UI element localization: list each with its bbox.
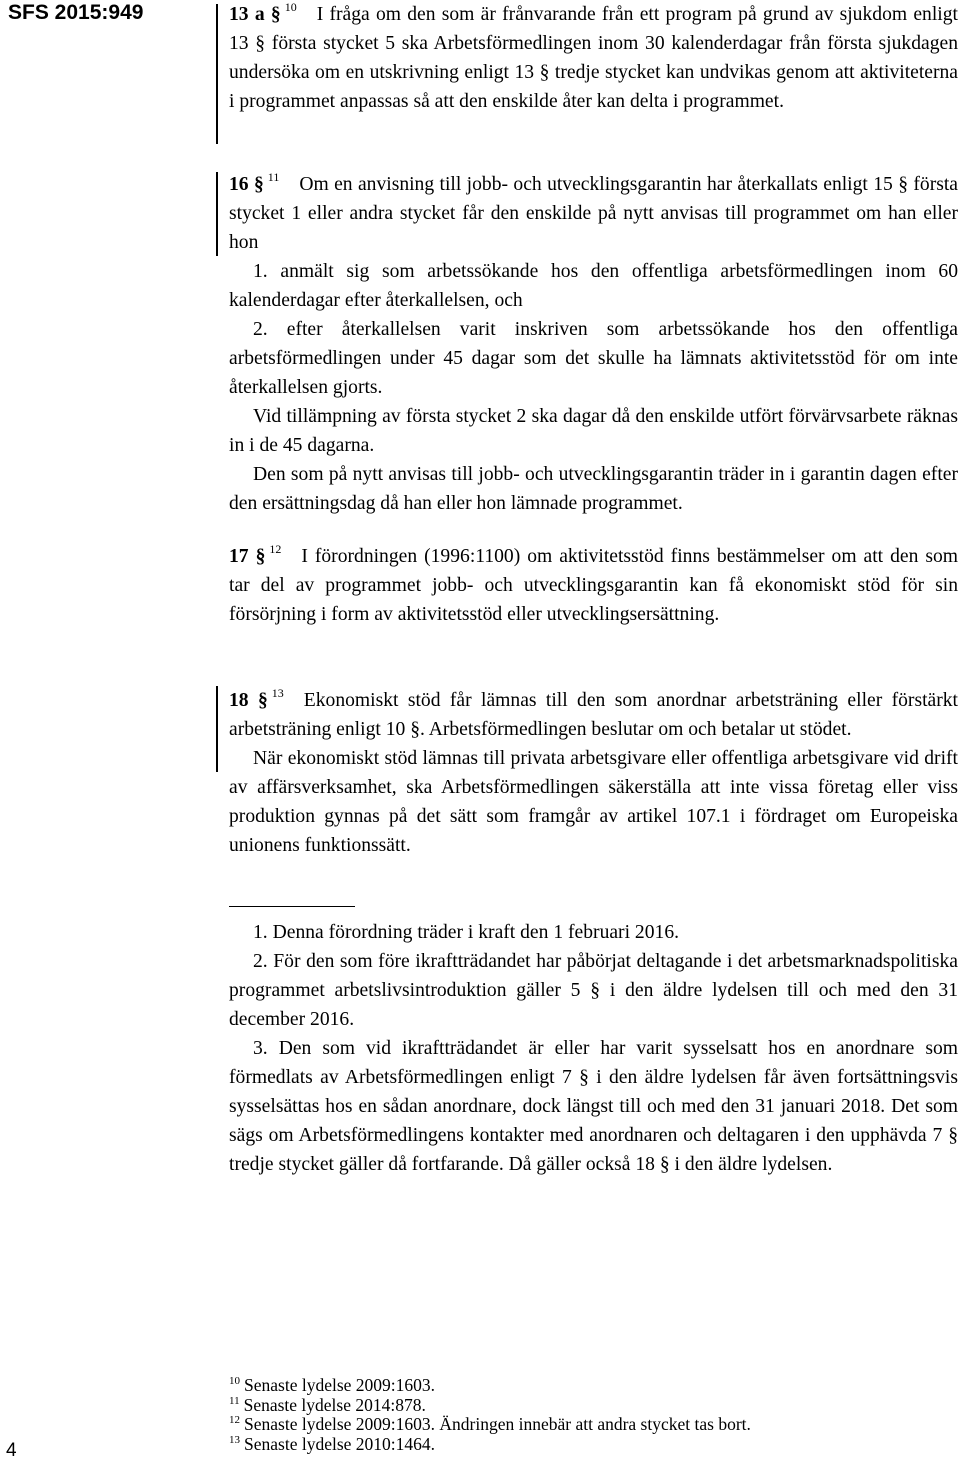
transitional-provisions xyxy=(229,918,958,1179)
footnote-number: 12 xyxy=(229,1414,240,1426)
transitional-item: 1. Denna förordning träder i kraft den 1 februari 2016. xyxy=(253,922,680,943)
section-17 xyxy=(229,542,958,629)
section-number: 13 a xyxy=(229,4,265,25)
section-paragraph xyxy=(229,542,958,629)
paragraph-text: Vid tillämpning av första stycket 2 ska dagar då den enskilde utfört förvärvsarbete räknas in i de 45 dagarna. xyxy=(229,406,958,456)
section-sign: § xyxy=(253,174,264,195)
footnote-number: 10 xyxy=(229,1375,240,1387)
paragraph-text: I förordningen (1996:1100) om aktivitetsstöd finns bestämmelser om att den som tar del av programmet jobb- och utvecklingsgarantin kan få ekonomiskt stöd för sin försörjning i form av aktivitetsstöd eller utvecklingsersättning. xyxy=(229,546,958,625)
paragraph-text: Den som på nytt anvisas till jobb- och utvecklingsgarantin träder in i garantin dagen efter den ersättningsdag då han eller hon lämnade programmet. xyxy=(229,464,958,514)
transitional-item: 3. Den som vid ikraftträdandet är eller har varit sysselsatt hos en anordnare som förmedlats av Arbetsförmedlingen enligt 7 § i den äldre lydelsen får även fortsättningsvis sysselsättas hos en sådan anordnare, dock längst till och med den 31 januari 2018. Det som sägs om Arbetsförmedlingens kontakter med anordnaren och deltagaren i den upphävda 7 § tredje stycket gäller då fortfarande. Då gäller också 18 § i den äldre lydelsen. xyxy=(229,1038,958,1175)
section-paragraph xyxy=(229,0,958,116)
footnote-number: 13 xyxy=(229,1433,240,1446)
section-number: 18 xyxy=(229,690,249,711)
change-bar xyxy=(216,686,218,772)
section-sign: § xyxy=(257,690,268,711)
transitional-item: 2. För den som före ikraftträdandet har påbörjat deltagande i det arbetsmarknadspolitiska programmet arbetslivsintroduktion gäller 5 § i den äldre lydelsen till och med den 31 december 2016. xyxy=(229,951,958,1030)
list-item: 2. efter återkallelsen varit inskriven som arbetssökande hos den offentliga arbetsförmedlingen under 45 dagar som det skulle ha lämnats aktivitetsstöd för om inte återkallelsen gjorts. xyxy=(229,319,958,398)
footnote-text: Senaste lydelse 2009:1603. xyxy=(244,1375,436,1395)
transitional-rule xyxy=(229,906,355,907)
section-number: 17 xyxy=(229,546,249,567)
footnote-number: 11 xyxy=(229,1394,240,1407)
footnote-text: Senaste lydelse 2014:878. xyxy=(243,1394,426,1415)
footnotes xyxy=(229,1376,958,1454)
change-bar xyxy=(216,4,218,144)
paragraph-text: I fråga om den som är frånvarande från ett program på grund av sjukdom enligt 13 § första stycket 5 ska Arbetsförmedlingen inom 30 kalenderdagar från första sjukdagen undersöka om en utskrivning enligt 13 § tredje stycket kan undvikas genom att aktiviteterna i programmet anpassas så att den enskilde åter kan delta i programmet. xyxy=(229,4,958,112)
change-bar xyxy=(216,172,218,256)
list-item: 1. anmält sig som arbetssökande hos den offentliga arbetsförmedlingen inom 60 kalenderdagar efter återkallelsen, och xyxy=(229,261,958,311)
section-13a xyxy=(229,0,958,116)
section-sign: § xyxy=(270,4,281,25)
page-number: 4 xyxy=(6,1440,17,1461)
footnote xyxy=(229,1396,958,1416)
sfs-number: SFS 2015:949 xyxy=(8,1,144,24)
footnote-text: Senaste lydelse 2010:1464. xyxy=(244,1433,436,1454)
footnote-ref: 10 xyxy=(284,0,297,14)
section-sign: § xyxy=(255,546,266,567)
paragraph-text: Ekonomiskt stöd får lämnas till den som anordnar arbetsträning eller förstärkt arbetsträning enligt 10 §. Arbetsförmedlingen beslutar om och betalar ut stödet. xyxy=(229,690,958,740)
section-18 xyxy=(229,686,958,860)
section-paragraph xyxy=(229,686,958,744)
paragraph-text: Om en anvisning till jobb- och utvecklingsgarantin har återkallats enligt 15 § första stycket 1 eller andra stycket får den enskilde på nytt anvisas till programmet om han eller hon xyxy=(229,174,958,253)
footnote xyxy=(229,1435,958,1455)
section-16 xyxy=(229,170,958,518)
footnote-ref: 12 xyxy=(269,542,282,556)
footnote xyxy=(229,1415,958,1435)
footnote-ref: 11 xyxy=(267,170,280,184)
footnote-ref: 13 xyxy=(271,686,284,700)
paragraph-text: När ekonomiskt stöd lämnas till privata arbetsgivare eller offentliga arbetsgivare vid drift av affärsverksamhet, ska Arbetsförmedlingen säkerställa att inte vissa företag eller viss produktion gynnas på det sätt som framgår av artikel 107.1 i fördraget om Europeiska unionens funktionssätt. xyxy=(229,748,958,856)
footnote xyxy=(229,1376,958,1396)
footnote-text: Senaste lydelse 2009:1603. Ändringen innebär att andra stycket tas bort. xyxy=(244,1414,751,1434)
section-paragraph xyxy=(229,170,958,257)
section-number: 16 xyxy=(229,174,249,195)
